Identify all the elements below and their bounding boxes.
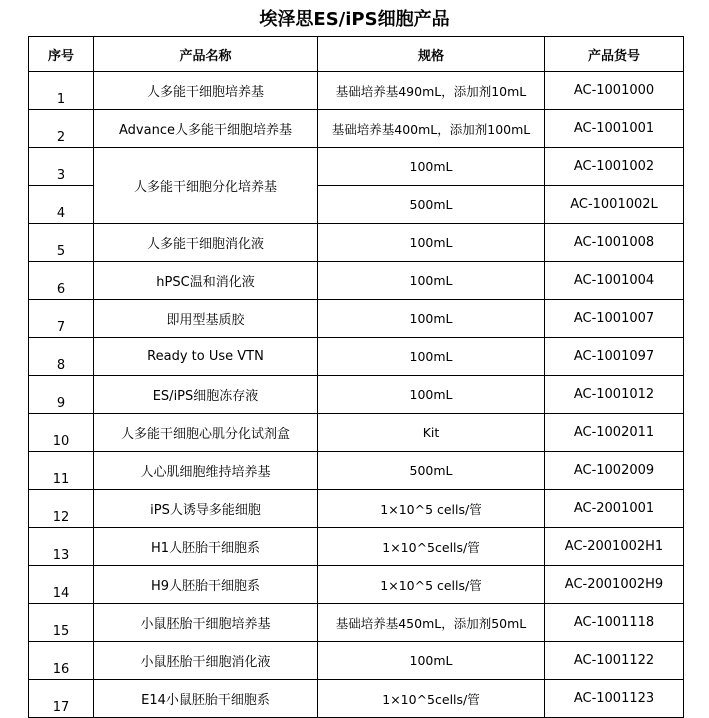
product-spec: 100mL xyxy=(318,376,545,414)
table-row xyxy=(29,300,684,338)
row-number: 3 xyxy=(29,148,94,186)
product-code: AC-2001001 xyxy=(545,490,684,528)
product-code: AC-2001002H9 xyxy=(545,566,684,604)
product-code: AC-1001118 xyxy=(545,604,684,642)
table-row xyxy=(29,338,684,376)
product-spec: 基础培养基490mL，添加剂10mL xyxy=(318,72,545,110)
header-spec: 规格 xyxy=(318,37,545,72)
product-name: H1人胚胎干细胞系 xyxy=(94,528,318,566)
product-code: AC-1001002L xyxy=(545,186,684,224)
product-code: AC-1001123 xyxy=(545,680,684,718)
header-no: 序号 xyxy=(29,37,94,72)
product-spec: 1×10^5cells/管 xyxy=(318,680,545,718)
row-number: 8 xyxy=(29,338,94,376)
product-code: AC-1002011 xyxy=(545,414,684,452)
table-row xyxy=(29,604,684,642)
row-number: 7 xyxy=(29,300,94,338)
product-name: Advance人多能干细胞培养基 xyxy=(94,110,318,148)
product-table xyxy=(28,36,684,718)
table-row xyxy=(29,680,684,718)
product-spec: 基础培养基450mL，添加剂50mL xyxy=(318,604,545,642)
product-code: AC-1001007 xyxy=(545,300,684,338)
product-name: E14小鼠胚胎干细胞系 xyxy=(94,680,318,718)
product-spec: 100mL xyxy=(318,148,545,186)
header-name: 产品名称 xyxy=(94,37,318,72)
product-name: hPSC温和消化液 xyxy=(94,262,318,300)
row-number: 6 xyxy=(29,262,94,300)
product-name: 人多能干细胞分化培养基 xyxy=(94,148,318,224)
product-name: ES/iPS细胞冻存液 xyxy=(94,376,318,414)
row-number: 4 xyxy=(29,186,94,224)
table-row xyxy=(29,528,684,566)
product-spec: 100mL xyxy=(318,262,545,300)
table-row xyxy=(29,642,684,680)
table-row xyxy=(29,414,684,452)
table-row xyxy=(29,376,684,414)
row-number: 1 xyxy=(29,72,94,110)
table-row xyxy=(29,110,684,148)
row-number: 16 xyxy=(29,642,94,680)
product-name: 人多能干细胞消化液 xyxy=(94,224,318,262)
table-row xyxy=(29,72,684,110)
product-name: 人多能干细胞培养基 xyxy=(94,72,318,110)
product-spec: 1×10^5cells/管 xyxy=(318,528,545,566)
row-number: 15 xyxy=(29,604,94,642)
product-name: H9人胚胎干细胞系 xyxy=(94,566,318,604)
table-row xyxy=(29,490,684,528)
table-header-row xyxy=(29,37,684,72)
product-spec: 基础培养基400mL，添加剂100mL xyxy=(318,110,545,148)
product-code: AC-1001097 xyxy=(545,338,684,376)
product-spec: 500mL xyxy=(318,452,545,490)
product-code: AC-2001002H1 xyxy=(545,528,684,566)
product-name: 人多能干细胞心肌分化试剂盒 xyxy=(94,414,318,452)
product-name: 人心肌细胞维持培养基 xyxy=(94,452,318,490)
product-spec: 500mL xyxy=(318,186,545,224)
table-row xyxy=(29,452,684,490)
product-spec: 1×10^5 cells/管 xyxy=(318,490,545,528)
product-spec: 100mL xyxy=(318,300,545,338)
product-code: AC-1001008 xyxy=(545,224,684,262)
product-spec: 100mL xyxy=(318,224,545,262)
table-row xyxy=(29,224,684,262)
product-name: Ready to Use VTN xyxy=(94,338,318,376)
row-number: 2 xyxy=(29,110,94,148)
row-number: 12 xyxy=(29,490,94,528)
row-number: 9 xyxy=(29,376,94,414)
row-number: 11 xyxy=(29,452,94,490)
product-code: AC-1002009 xyxy=(545,452,684,490)
product-name: 即用型基质胶 xyxy=(94,300,318,338)
product-code: AC-1001012 xyxy=(545,376,684,414)
product-code: AC-1001004 xyxy=(545,262,684,300)
table-row xyxy=(29,148,684,186)
document-title: 埃泽思ES/iPS细胞产品 xyxy=(259,9,450,30)
product-code: AC-1001122 xyxy=(545,642,684,680)
product-code: AC-1001002 xyxy=(545,148,684,186)
product-code: AC-1001001 xyxy=(545,110,684,148)
row-number: 5 xyxy=(29,224,94,262)
product-name: 小鼠胚胎干细胞培养基 xyxy=(94,604,318,642)
row-number: 10 xyxy=(29,414,94,452)
table-row xyxy=(29,566,684,604)
row-number: 14 xyxy=(29,566,94,604)
row-number: 13 xyxy=(29,528,94,566)
product-spec: 1×10^5 cells/管 xyxy=(318,566,545,604)
product-spec: Kit xyxy=(318,414,545,452)
product-spec: 100mL xyxy=(318,642,545,680)
product-code: AC-1001000 xyxy=(545,72,684,110)
table-row xyxy=(29,262,684,300)
row-number: 17 xyxy=(29,680,94,718)
product-name: iPS人诱导多能细胞 xyxy=(94,490,318,528)
product-name: 小鼠胚胎干细胞消化液 xyxy=(94,642,318,680)
product-spec: 100mL xyxy=(318,338,545,376)
header-code: 产品货号 xyxy=(545,37,684,72)
